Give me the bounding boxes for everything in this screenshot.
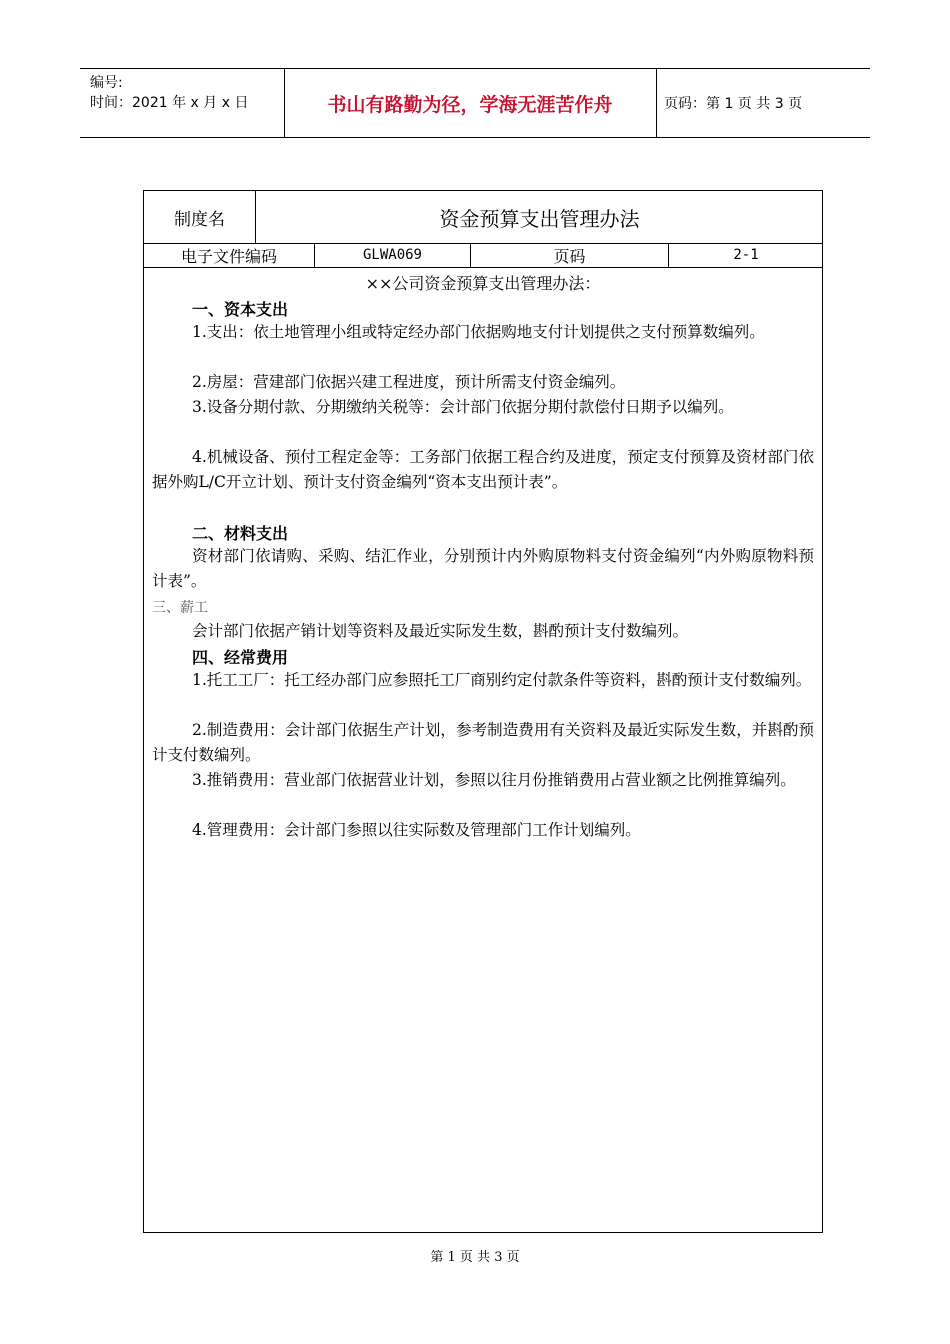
form-page-label: 页码: [470, 243, 668, 267]
document-date: 时间：2021 年 x 月 x 日: [90, 95, 249, 111]
paragraph: 4.机械设备、预付工程定金等：工务部门依据工程合约及进度，预定支付预算及资材部门依据外购L/C开立计划、预计支付资金编列“资本支出预计表”。: [152, 448, 814, 491]
header-meta: [90, 73, 248, 113]
page-footer: 第 1 页 共 3 页: [430, 1250, 520, 1265]
header-divider: [656, 69, 657, 137]
paragraph: 2.房屋：营建部门依据兴建工程进度，预计所需支付资金编列。: [192, 373, 626, 391]
regulation-name-value: 资金预算支出管理办法: [255, 191, 823, 243]
header-page-info: 页码：第 1 页 共 3 页: [664, 96, 803, 112]
paragraph: 1.支出：依土地管理小组或特定经办部门依据购地支付计划提供之支付预算数编列。: [192, 323, 765, 341]
paragraph: 3.设备分期付款、分期缴纳关税等：会计部门依据分期付款偿付日期予以编列。: [192, 398, 734, 416]
regulation-form: [143, 190, 823, 1233]
form-row-name: [144, 191, 822, 244]
page-header: [80, 68, 870, 138]
form-page-value: 2-1: [668, 243, 823, 267]
document-number-label: 编号:: [90, 75, 123, 91]
regulation-name-label: 制度名: [174, 209, 225, 230]
paragraph: 1.托工工厂：托工经办部门应参照托工厂商别约定付款条件等资料，斟酌预计支付数编列。: [192, 671, 812, 689]
form-row-code: [144, 243, 822, 268]
section-title: 一、资本支出: [192, 300, 289, 319]
paragraph: 2.制造费用：会计部门依据生产计划，参考制造费用有关资料及最近实际发生数，并斟酌预计支付数编列。: [152, 721, 814, 764]
paragraph: 会计部门依据产销计划等资料及最近实际发生数，斟酌预计支付数编列。: [192, 622, 689, 640]
section-title: 四、经常费用: [192, 648, 289, 667]
section-title: 二、材料支出: [192, 524, 289, 543]
paragraph: 资材部门依请购、采购、结汇作业，分别预计内外购原物料支付资金编列“内外购原物料预计表”。: [152, 547, 814, 590]
body-intro: ××公司资金预算支出管理办法：: [365, 274, 601, 293]
file-code-label: 电子文件编码: [180, 246, 277, 266]
header-motto: 书山有路勤为径，学海无涯苦作舟: [327, 93, 613, 116]
paragraph: 4.管理费用：会计部门参照以往实际数及管理部门工作计划编列。: [192, 821, 641, 839]
section-title: 三、薪工: [152, 600, 208, 616]
paragraph: 3.推销费用：营业部门依据营业计划，参照以往月份推销费用占营业额之比例推算编列。: [192, 771, 796, 789]
file-code-value: GLWA069: [314, 243, 470, 267]
